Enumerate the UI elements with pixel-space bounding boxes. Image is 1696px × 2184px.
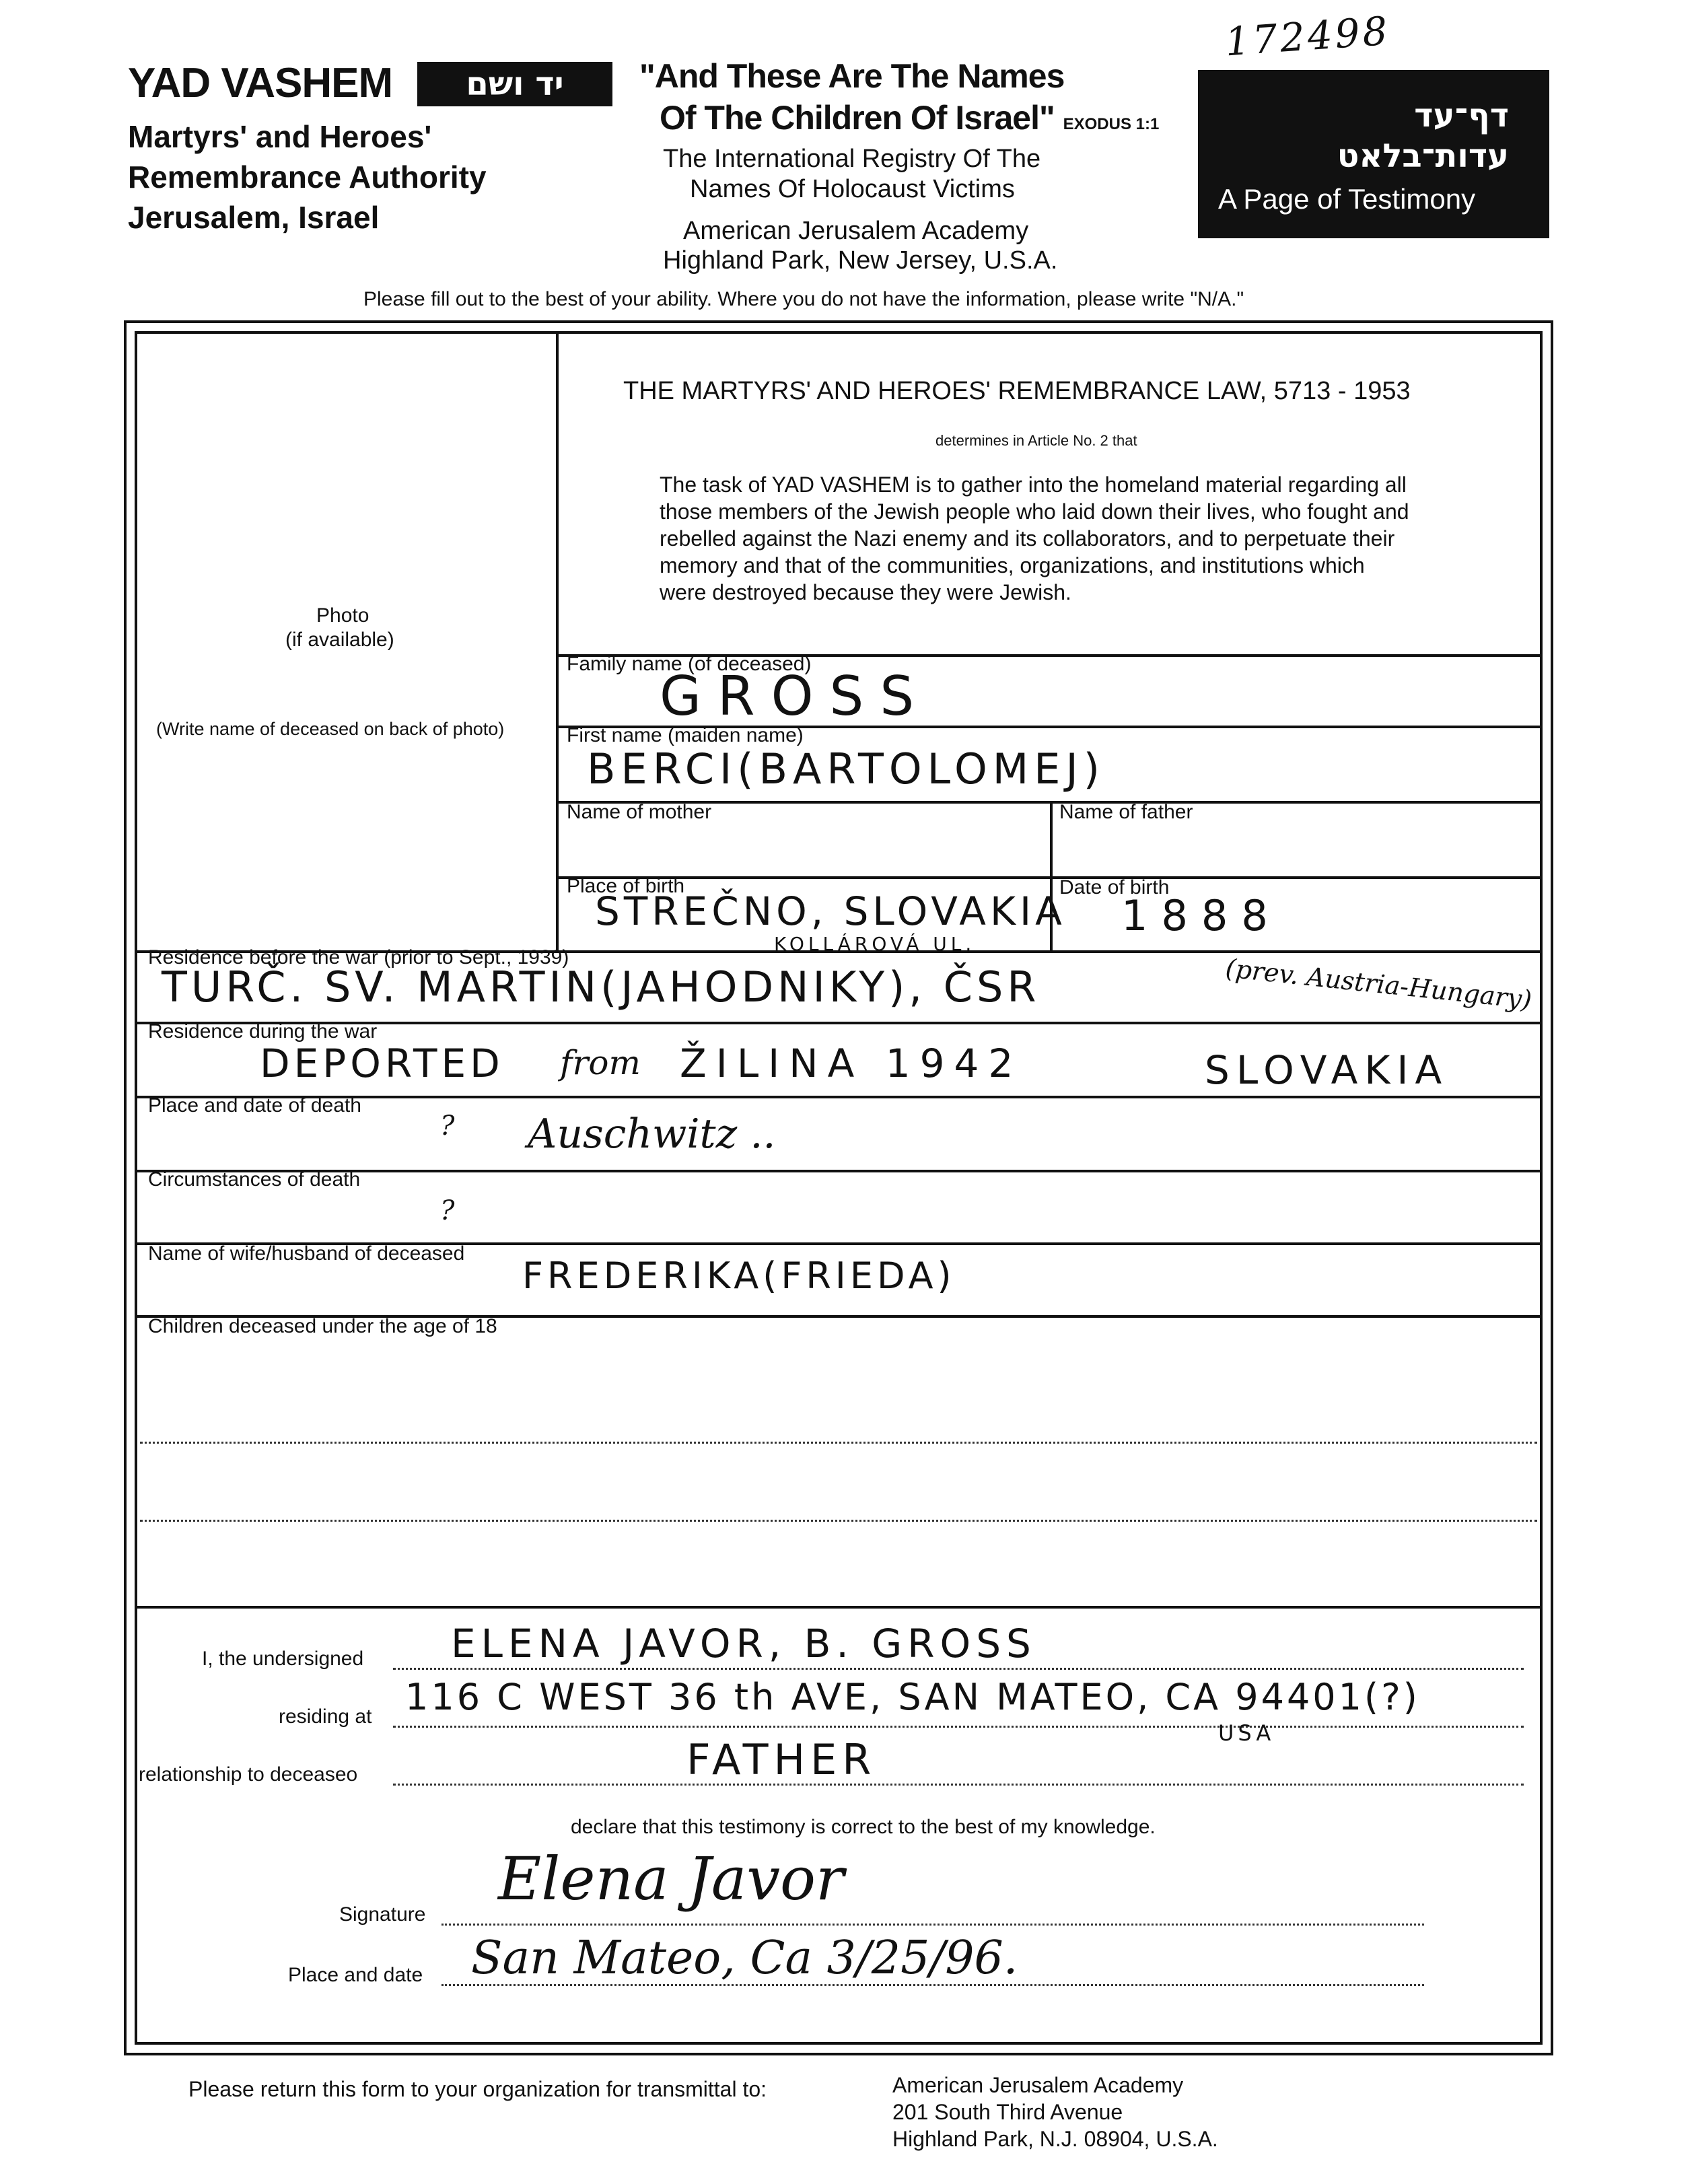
death-place-label: Place and date of death (148, 1094, 361, 1117)
birthdate-value: 1888 (1121, 891, 1281, 940)
quote-line-1: "And These Are The Names (639, 57, 1065, 95)
residence-before-aside: (prev. Austria-Hungary) (1224, 953, 1534, 1015)
record-number: 172498 (1223, 7, 1392, 65)
photo-label: Photo (316, 604, 369, 627)
law-subtitle: determines in Article No. 2 that (935, 432, 1137, 449)
residence-before-value: TURČ. SV. MARTIN(JAHODNIKY), ČSR (162, 962, 1040, 1012)
return-address-2: 201 South Third Avenue (892, 2100, 1123, 2124)
law-text-1: The task of YAD VASHEM is to gather into the homeland material regarding all (660, 472, 1407, 497)
birthdate-label: Date of birth (1059, 876, 1170, 899)
residence-during-deported: DEPORTED (260, 1041, 504, 1086)
death-place-mark: ? (440, 1111, 455, 1141)
box-hebrew-1: דף־עד (1414, 97, 1509, 135)
quote-line-2 (660, 98, 1159, 137)
page-of-testimony-box (1198, 70, 1549, 238)
first-name-value: BERCI(BARTOLOMEJ) (587, 744, 1105, 794)
residing-value: 116 C WEST 36 th AVE, SAN MATEO, CA 94401(?) (405, 1676, 1420, 1718)
family-name-value: GROSS (660, 665, 931, 728)
photo-note: (Write name of deceased on back of photo) (156, 719, 505, 739)
birthplace-label: Place of birth (567, 875, 685, 897)
org-name: YAD VASHEM (128, 60, 393, 106)
box-hebrew-2: עדות־בלאט (1337, 137, 1509, 175)
law-title: THE MARTYRS' AND HEROES' REMEMBRANCE LAW, 5713 - 1953 (623, 377, 1411, 405)
return-address-1: American Jerusalem Academy (892, 2073, 1184, 2097)
circumstances-label: Circumstances of death (148, 1168, 361, 1191)
org-hebrew-logo (417, 62, 612, 106)
declare-text: declare that this testimony is correct to the best of my knowledge. (571, 1816, 1156, 1838)
spouse-label: Name of wife/husband of deceased (148, 1242, 465, 1265)
residence-during-city: ŽILINA 1942 (680, 1041, 1023, 1086)
residence-during-from: from (560, 1043, 641, 1082)
death-place-value: Auschwitz .. (528, 1111, 776, 1158)
residence-before-label: Residence before the war (prior to Sept., 1939) (148, 946, 569, 968)
father-name-label: Name of father (1059, 801, 1193, 823)
org-hebrew-text: יד ושם (466, 65, 564, 103)
residence-during-label: Residence during the war (148, 1020, 378, 1043)
academy-line-1: American Jerusalem Academy (683, 217, 1029, 245)
org-subtitle-2: Remembrance Authority (128, 160, 487, 195)
children-label: Children deceased under the age of 18 (148, 1315, 497, 1337)
place-date-label: Place and date (288, 1964, 423, 1986)
signature-label: Signature (339, 1903, 426, 1926)
org-subtitle-1: Martyrs' and Heroes' (128, 119, 432, 154)
registry-line-1: The International Registry Of The (663, 145, 1041, 173)
mother-name-label: Name of mother (567, 801, 712, 823)
relationship-value: FATHER (686, 1735, 877, 1784)
undersigned-label: I, the undersigned (202, 1648, 364, 1670)
return-address-3: Highland Park, N.J. 08904, U.S.A. (892, 2127, 1218, 2151)
law-text-4: memory and that of the communities, organizations, and institutions which (660, 553, 1365, 577)
law-text-2: those members of the Jewish people who laid down their lives, who fought and (660, 499, 1409, 524)
quote-text-2: Of The Children Of Israel" (660, 99, 1055, 137)
place-date-value: San Mateo, Ca 3/25/96. (471, 1932, 1018, 1985)
relationship-label: relationship to deceaseo (139, 1763, 358, 1786)
academy-line-2: Highland Park, New Jersey, U.S.A. (663, 246, 1058, 275)
circumstances-mark: ? (440, 1195, 455, 1226)
quote-reference: EXODUS 1:1 (1063, 115, 1160, 133)
signature-value: Elena Javor (498, 1844, 845, 1913)
instruction-text: Please fill out to the best of your ability. Where you do not have the information, please write "N/A." (363, 288, 1244, 310)
photo-availability: (if available) (285, 629, 394, 651)
residence-before-note: KOLLÁROVÁ UL. (774, 933, 976, 955)
law-text-3: rebelled against the Nazi enemy and its collaborators, and to perpetuate their (660, 526, 1395, 551)
residence-during-country: SLOVAKIA (1205, 1047, 1449, 1093)
law-text-5: were destroyed because they were Jewish. (660, 580, 1071, 604)
registry-line-2: Names Of Holocaust Victims (690, 175, 1015, 203)
box-english: A Page of Testimony (1218, 183, 1476, 215)
birthplace-value: STREČNO, SLOVAKIA (595, 888, 1066, 934)
residing-country: USA (1218, 1720, 1275, 1746)
family-name-label: Family name (of deceased) (567, 653, 812, 675)
first-name-label: First name (maiden name) (567, 724, 804, 746)
spouse-value: FREDERIKA(FRIEDA) (522, 1255, 956, 1297)
org-subtitle-3: Jerusalem, Israel (128, 200, 380, 235)
residing-label: residing at (279, 1705, 372, 1728)
return-text: Please return this form to your organization for transmittal to: (188, 2077, 767, 2101)
undersigned-value: ELENA JAVOR, B. GROSS (451, 1621, 1036, 1666)
